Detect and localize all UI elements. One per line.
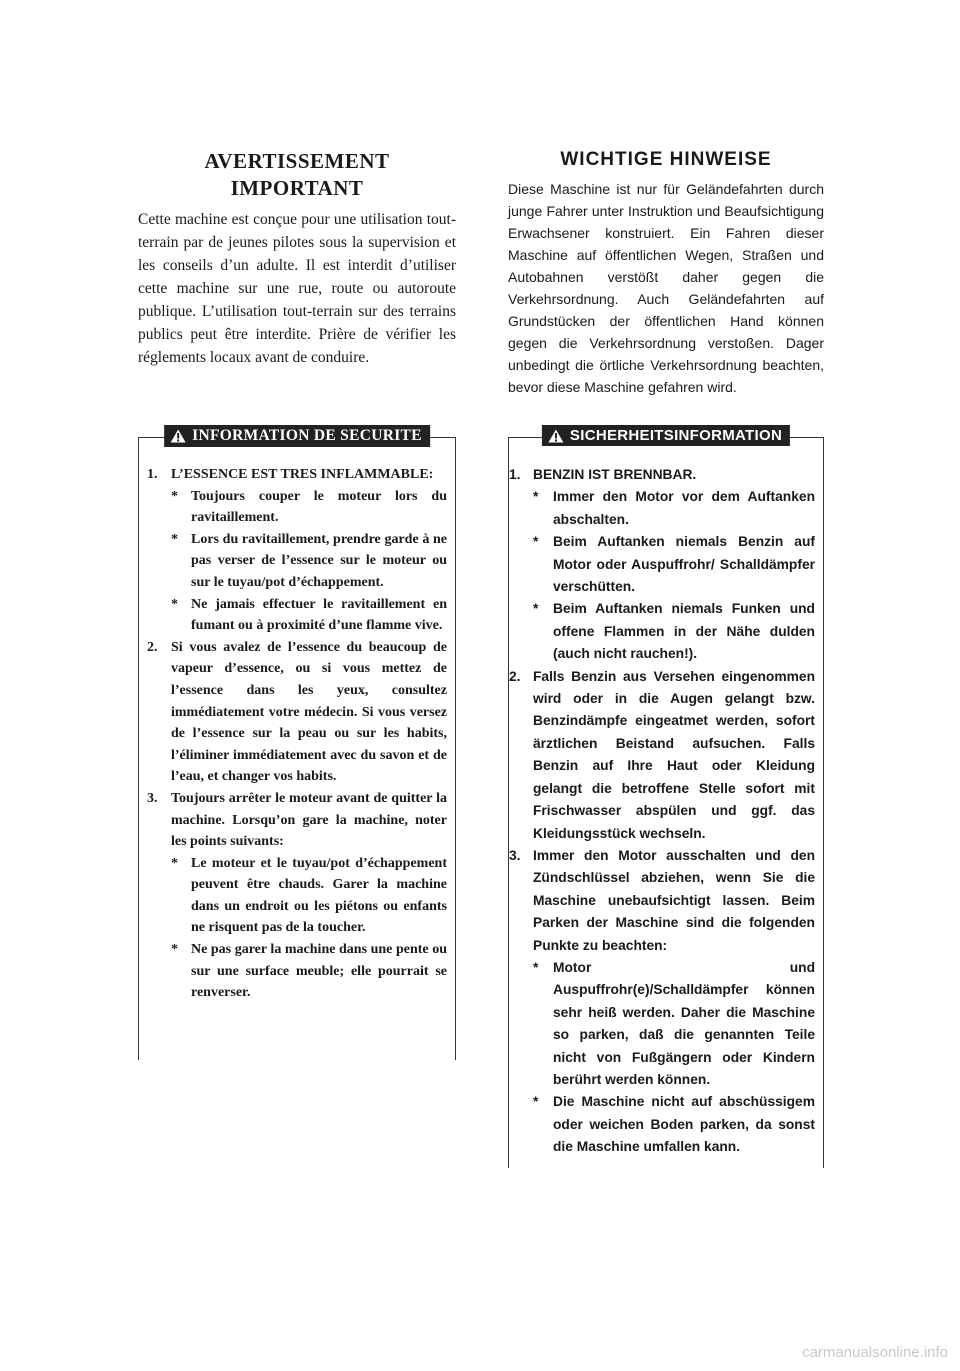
sub-item bbox=[533, 1091, 815, 1158]
french-safety-banner bbox=[164, 425, 430, 447]
bullet-star: * bbox=[533, 1094, 539, 1110]
safety-item bbox=[147, 464, 447, 637]
bullet-star: * bbox=[171, 596, 178, 612]
safety-item bbox=[147, 788, 447, 1004]
item-text: L’ESSENCE EST TRES INFLAMMABLE: bbox=[171, 467, 434, 482]
item-text: BENZIN IST BRENNBAR. bbox=[533, 467, 697, 482]
sub-item-text: Beim Auftanken niemals Funken und offene Flammen in der Nähe dulden (auch nicht rauchen!). bbox=[553, 601, 815, 662]
sub-item bbox=[533, 598, 815, 665]
bullet-star: * bbox=[171, 488, 178, 504]
german-intro: Diese Maschine ist nur für Geländefahrten durch junge Fahrer unter Instruktion und Beaufsichtigung Erwachsener konstruiert. Ein Fahren dieser Maschine auf öffentlichen Wegen, Straßen und Autobahnen verstößt daher gegen die Verkehrsordnung. Auch Geländefahrten auf Grundstücken der öffentlichen Hand können gegen die Verkehrsordnung verstoßen. Dager unbedingt die örtliche Verkehrsordnung beachten, bevor diese Maschine gefahren wird. bbox=[508, 181, 824, 395]
sub-item-text: Die Maschine nicht auf abschüssigem oder weichen Boden parken, da sonst die Maschine umfallen kann. bbox=[553, 1094, 815, 1155]
french-safety-banner-label: INFORMATION DE SECURITE bbox=[192, 427, 422, 444]
bullet-star: * bbox=[533, 489, 539, 505]
sub-item bbox=[533, 957, 815, 1091]
safety-item bbox=[509, 464, 815, 666]
bullet-star: * bbox=[533, 534, 539, 550]
sub-item-text: Lors du ravitaillement, prendre garde à ne pas verser de l’essence sur le moteur ou sur le tuyau/pot d’échappement. bbox=[191, 531, 447, 590]
sub-item bbox=[171, 594, 447, 637]
item-text: Toujours arrêter le moteur avant de quitter la machine. Lorsqu’on gare la machine, noter les points suivants: bbox=[171, 790, 447, 850]
item-number: 2. bbox=[147, 639, 158, 655]
watermark-footer: carmanualsonline.info bbox=[802, 1344, 948, 1361]
sub-item bbox=[171, 939, 447, 1004]
item-text: Falls Benzin aus Versehen eingenommen wird oder in die Augen gelangt bzw. Benzindämpfe eingeatmet werden, sofort ärztlichen Beistand aufsuchen. Falls Benzin auf Ihre Haut oder Kleidung gelangt die betroffene Stelle sofort mit Frischwasser abspülen und ggf. das Kleidungsstück wechseln. bbox=[533, 668, 815, 841]
sub-item bbox=[171, 486, 447, 529]
sub-item-text: Immer den Motor vor dem Auftanken abschalten. bbox=[553, 489, 815, 527]
sub-item-text: Ne pas garer la machine dans une pente ou sur une surface meuble; elle pourrait se renverser. bbox=[191, 942, 447, 1001]
sub-item bbox=[171, 529, 447, 594]
item-text: Si vous avalez de l’essence du beaucoup de vapeur d’essence, ou si vous mettez de l’essence dans les yeux, consultez immédiatement votre médecin. Si vous versez de l’essence sur la peau ou sur les habits, l’éliminer immédiatement avec du savon et de l’eau, et changer vos habits. bbox=[171, 639, 447, 785]
item-number: 2. bbox=[509, 668, 521, 684]
german-safety-banner bbox=[542, 425, 790, 446]
sub-item-text: Ne jamais effectuer le ravitaillement en fumant ou à proximité d’une flamme vive. bbox=[191, 596, 447, 634]
item-number: 1. bbox=[509, 467, 521, 482]
sub-item bbox=[171, 853, 447, 939]
warning-icon bbox=[170, 429, 186, 443]
sub-item-text: Motor und Auspuffrohr(e)/Schalldämpfer können sehr heiß werden. Daher die Maschine so parken, daß die genannten Teile nicht von Fußgängern oder Kindern berührt werden können. bbox=[553, 959, 815, 1087]
safety-item bbox=[147, 637, 447, 788]
bullet-star: * bbox=[171, 531, 178, 547]
french-column bbox=[138, 148, 456, 369]
german-heading: WICHTIGE HINWEISE bbox=[560, 149, 772, 170]
item-text: Immer den Motor ausschalten und den Zündschlüssel abziehen, wenn Sie die Maschine unebaufsichtigt lassen. Beim Parken der Maschine sind die folgenden Punkte zu beachten: bbox=[533, 847, 815, 953]
french-heading-line2: IMPORTANT bbox=[230, 176, 364, 200]
german-safety-banner-label: SICHERHEITSINFORMATION bbox=[569, 427, 783, 444]
item-number: 3. bbox=[509, 847, 521, 863]
bullet-star: * bbox=[171, 942, 178, 958]
german-column bbox=[508, 148, 824, 398]
french-heading-line1: AVERTISSEMENT bbox=[204, 149, 390, 173]
warning-icon bbox=[548, 429, 564, 443]
item-number: 1. bbox=[147, 467, 158, 482]
french-safety-list bbox=[139, 464, 455, 1004]
french-safety-box bbox=[138, 427, 456, 1060]
french-intro: Cette machine est conçue pour une utilisation tout-terrain par de jeunes pilotes sous la supervision et les conseils d’un adulte. Il est interdit d’utiliser cette machine sur une rue, route ou autoroute publique. L’utilisation tout-terrain sur des terrains publics peut être interdite. Prière de vérifier les réglements locaux avant de conduire. bbox=[138, 211, 456, 366]
sub-item-text: Toujours couper le moteur lors du ravitaillement. bbox=[191, 488, 447, 526]
item-number: 3. bbox=[147, 790, 158, 806]
sub-item-text: Le moteur et le tuyau/pot d’échappement peuvent être chauds. Garer la machine dans un endroit ou les piétons ou enfants ne risquent pas de la toucher. bbox=[191, 855, 447, 936]
german-safety-list bbox=[509, 464, 823, 1159]
german-safety-box bbox=[508, 427, 824, 1168]
sub-item-text: Beim Auftanken niemals Benzin auf Motor oder Auspuffrohr/ Schalldämpfer verschütten. bbox=[553, 534, 815, 595]
bullet-star: * bbox=[171, 855, 178, 871]
sub-item bbox=[533, 531, 815, 598]
sub-item bbox=[533, 486, 815, 531]
safety-item bbox=[509, 666, 815, 845]
bullet-star: * bbox=[533, 959, 539, 975]
safety-item bbox=[509, 845, 815, 1159]
bullet-star: * bbox=[533, 601, 539, 617]
